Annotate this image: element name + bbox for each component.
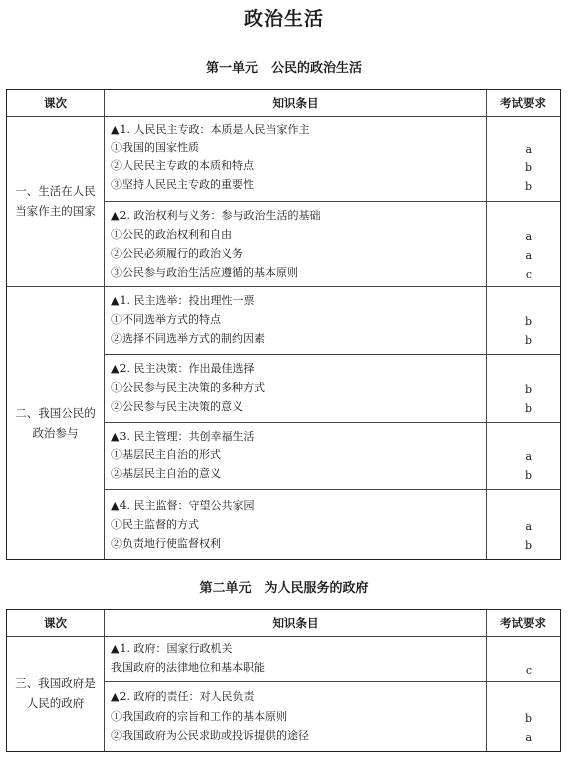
knowledge-item-heading: ▲1. 政府：国家行政机关 [111, 642, 233, 655]
lesson-cell [7, 287, 104, 558]
knowledge-item: ②公民必须履行的政治义务 [111, 247, 243, 260]
lesson-cell [7, 636, 104, 750]
lesson-name-line: 三、我国政府是 [15, 676, 96, 690]
exam-requirement: a [525, 520, 532, 533]
header-knowledge: 知识条目 [272, 616, 319, 630]
knowledge-item: ②负责地行使监督权利 [111, 537, 221, 550]
unit2-table [6, 609, 561, 752]
knowledge-item-heading: ▲2. 政府的责任：对人民负责 [111, 690, 255, 703]
knowledge-item: ②人民民主专政的本质和特点 [111, 159, 254, 172]
knowledge-item-heading: ▲3. 民主管理：共创幸福生活 [111, 430, 255, 443]
header-requirement: 考试要求 [500, 616, 546, 630]
knowledge-item-heading: ▲2. 民主决策：作出最佳选择 [111, 362, 255, 375]
knowledge-block [105, 202, 560, 287]
knowledge-item: ①不同选举方式的特点 [111, 313, 221, 326]
exam-requirement: b [524, 383, 532, 396]
knowledge-block [105, 490, 560, 558]
page-title: 政治生活 [243, 8, 324, 30]
knowledge-item: ③坚持人民民主专政的重要性 [111, 178, 254, 191]
header-lesson: 课次 [44, 96, 67, 110]
knowledge-block [105, 287, 560, 355]
knowledge-item: ①基层民主自治的形式 [111, 448, 221, 461]
header-requirement: 考试要求 [500, 96, 546, 110]
lesson-name-line: 一、生活在人民 [15, 184, 96, 198]
knowledge-block [105, 355, 560, 423]
exam-requirement: a [525, 143, 532, 156]
unit1-heading: 第一单元 公民的政治生活 [205, 61, 362, 76]
exam-requirement: b [524, 180, 532, 193]
knowledge-item: ②公民参与民主决策的意义 [111, 400, 243, 413]
knowledge-item-heading: ▲1. 民主选举：投出理性一票 [111, 294, 255, 307]
header-lesson: 课次 [44, 616, 67, 630]
header-knowledge: 知识条目 [272, 96, 319, 110]
knowledge-item: ①公民的政治权利和自由 [111, 228, 232, 241]
exam-requirement: b [524, 539, 532, 552]
knowledge-block [105, 682, 560, 750]
knowledge-item: ②我国政府为公民求助或投诉提供的途径 [111, 729, 309, 742]
exam-requirement: b [524, 712, 532, 725]
knowledge-item: ③公民参与政治生活应遵循的基本原则 [111, 266, 298, 279]
knowledge-item: 我国政府的法律地位和基本职能 [111, 661, 265, 674]
exam-requirement: a [525, 450, 532, 463]
table-header-row [7, 90, 560, 117]
exam-requirement: b [524, 315, 532, 328]
exam-requirement: c [525, 268, 532, 281]
knowledge-item: ①公民参与民主决策的多种方式 [111, 381, 265, 394]
knowledge-item: ②基层民主自治的意义 [111, 467, 221, 480]
lesson-name-line: 政治参与 [32, 425, 79, 440]
exam-requirement: b [524, 334, 532, 347]
knowledge-item-heading: ▲1. 人民民主专政：本质是人民当家作主 [111, 123, 310, 136]
knowledge-item: ②选择不同选举方式的制约因素 [111, 332, 265, 345]
exam-requirement: b [524, 402, 532, 415]
table-header-row [7, 610, 560, 637]
knowledge-item-heading: ▲4. 民主监督：守望公共家园 [111, 499, 255, 512]
exam-requirement: c [525, 664, 532, 677]
lesson-cell [7, 116, 104, 287]
exam-requirement: a [525, 230, 532, 243]
exam-requirement: b [524, 161, 532, 174]
knowledge-block [105, 116, 560, 202]
knowledge-item: ①我国政府的宗旨和工作的基本原则 [111, 710, 287, 723]
knowledge-block [105, 423, 560, 490]
exam-requirement: a [525, 249, 532, 262]
unit1-table [6, 89, 561, 560]
knowledge-item-heading: ▲2. 政治权利与义务：参与政治生活的基础 [111, 209, 321, 222]
knowledge-item: ①我国的国家性质 [111, 141, 199, 154]
unit2-heading: 第二单元 为人民服务的政府 [199, 581, 369, 596]
knowledge-block [105, 636, 560, 682]
exam-requirement: b [524, 469, 532, 482]
lesson-name-line: 当家作主的国家 [15, 204, 96, 218]
lesson-name-line: 人民的政府 [26, 696, 85, 710]
lesson-name-line: 二、我国公民的 [15, 405, 96, 420]
exam-requirement: a [525, 731, 532, 744]
knowledge-item: ①民主监督的方式 [111, 518, 199, 531]
